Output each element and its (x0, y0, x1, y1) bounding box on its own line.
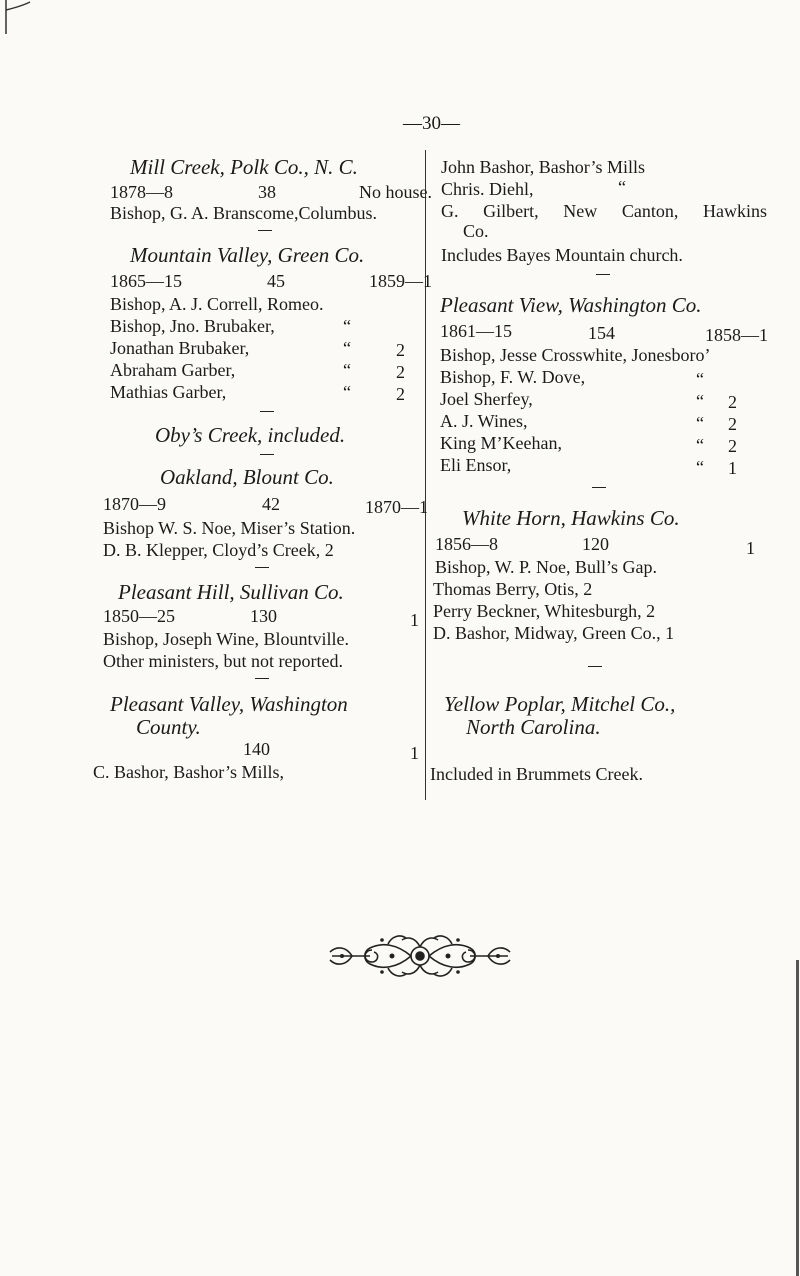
yellow-poplar-line: Included in Brummets Creek. (430, 764, 643, 784)
white-horn-line: Bishop, W. P. Noe, Bull’s Gap. (435, 557, 658, 577)
continued-line: G. Gilbert, New Canton, Hawkins (441, 201, 767, 221)
obys-creek-heading: Oby’s Creek, included. (155, 423, 346, 447)
pleasant-view-year: 1861—15 (440, 321, 512, 341)
section-separator (260, 411, 274, 412)
ditto-mark: “ (696, 391, 704, 411)
ditto-mark: “ (696, 369, 704, 389)
mill-creek-bishop: Bishop, G. A. Branscome,Columbus. (110, 203, 378, 223)
page-edge (796, 960, 799, 1276)
pleasant-hill-members: 130 (250, 606, 277, 626)
mountain-valley-members: 45 (267, 271, 285, 291)
pleasant-view-line: King M’Keehan, (440, 433, 562, 453)
yellow-poplar-heading: Yellow Poplar, Mitchel Co., (444, 692, 676, 716)
column-divider (425, 150, 426, 800)
pleasant-hill-line: Other ministers, but not reported. (103, 651, 343, 671)
ditto-mark: “ (343, 338, 351, 358)
oakland-members: 42 (262, 494, 280, 514)
pleasant-view-members: 154 (588, 323, 615, 343)
pleasant-valley-house: 1 (410, 743, 419, 763)
oakland-line: Bishop W. S. Noe, Miser’s Station. (103, 518, 356, 538)
section-separator (592, 487, 606, 488)
pleasant-valley-line: C. Bashor, Bashor’s Mills, (93, 762, 284, 782)
ministers-count: 2 (396, 340, 405, 360)
ministers-count: 2 (396, 362, 405, 382)
mountain-valley-line: Abraham Garber, (110, 360, 236, 380)
mountain-valley-line: Jonathan Brubaker, (110, 338, 250, 358)
mountain-valley-year: 1865—15 (110, 271, 182, 291)
pleasant-hill-year: 1850—25 (103, 606, 175, 626)
oakland-heading: Oakland, Blount Co. (160, 465, 334, 489)
pleasant-view-line: Bishop, F. W. Dove, (440, 367, 586, 387)
continued-line: Co. (463, 221, 489, 241)
yellow-poplar-heading-cont: North Carolina. (466, 715, 601, 739)
white-horn-heading: White Horn, Hawkins Co. (462, 506, 680, 530)
pleasant-view-house: 1858—1 (705, 325, 768, 345)
ministers-count: 2 (728, 392, 737, 412)
continued-line: Chris. Diehl, (441, 179, 534, 199)
white-horn-line: D. Bashor, Midway, Green Co., 1 (433, 623, 675, 643)
pleasant-hill-house: 1 (410, 610, 419, 630)
white-horn-house: 1 (746, 538, 755, 558)
ditto-mark: “ (343, 360, 351, 380)
mountain-valley-line: Mathias Garber, (110, 382, 227, 402)
section-separator (596, 274, 610, 275)
pleasant-view-line: Eli Ensor, (440, 455, 512, 475)
oakland-year: 1870—9 (103, 494, 166, 514)
ministers-count: 1 (728, 458, 737, 478)
pleasant-view-line: Joel Sherfey, (440, 389, 533, 409)
mill-creek-members: 38 (258, 182, 276, 202)
page-number: —30— (403, 113, 460, 134)
ditto-mark: “ (343, 382, 351, 402)
pleasant-valley-heading-cont: County. (136, 715, 201, 739)
ditto-mark: “ (696, 435, 704, 455)
pleasant-hill-line: Bishop, Joseph Wine, Blountville. (103, 629, 349, 649)
pleasant-view-line: A. J. Wines, (440, 411, 528, 431)
oakland-line: D. B. Klepper, Cloyd’s Creek, 2 (103, 540, 334, 560)
continued-line: Includes Bayes Mountain church. (441, 245, 683, 265)
ministers-count: 2 (396, 384, 405, 404)
white-horn-year: 1856—8 (435, 534, 498, 554)
corner-mark-icon (0, 0, 40, 40)
pleasant-hill-heading: Pleasant Hill, Sullivan Co. (118, 580, 344, 604)
continued-line: John Bashor, Bashor’s Mills (441, 157, 645, 177)
ministers-count: 2 (728, 414, 737, 434)
ditto-mark: “ (696, 413, 704, 433)
mill-creek-heading: Mill Creek, Polk Co., N. C. (130, 155, 358, 179)
pleasant-valley-members: 140 (243, 739, 270, 759)
white-horn-line: Thomas Berry, Otis, 2 (433, 579, 593, 599)
mountain-valley-heading: Mountain Valley, Green Co. (130, 243, 365, 267)
ministers-count: 2 (728, 436, 737, 456)
mill-creek-house: No house. (359, 182, 432, 202)
pleasant-view-heading: Pleasant View, Washington Co. (440, 293, 702, 317)
oakland-house: 1870—1 (365, 497, 428, 517)
ornament-icon (322, 932, 518, 980)
mountain-valley-house: 1859—1 (369, 271, 432, 291)
ditto-mark: “ (343, 316, 351, 336)
mill-creek-year: 1878—8 (110, 182, 173, 202)
pleasant-valley-heading: Pleasant Valley, Washington (110, 692, 348, 716)
section-separator (255, 678, 269, 679)
ditto-mark: “ (618, 177, 626, 197)
mountain-valley-line: Bishop, A. J. Correll, Romeo. (110, 294, 324, 314)
section-separator (260, 454, 274, 455)
ditto-mark: “ (696, 457, 704, 477)
white-horn-members: 120 (582, 534, 609, 554)
white-horn-line: Perry Beckner, Whitesburgh, 2 (433, 601, 656, 621)
section-separator (588, 666, 602, 667)
section-separator (258, 230, 272, 231)
mountain-valley-line: Bishop, Jno. Brubaker, (110, 316, 275, 336)
pleasant-view-line: Bishop, Jesse Crosswhite, Jonesboro’ (440, 345, 711, 365)
section-separator (255, 567, 269, 568)
